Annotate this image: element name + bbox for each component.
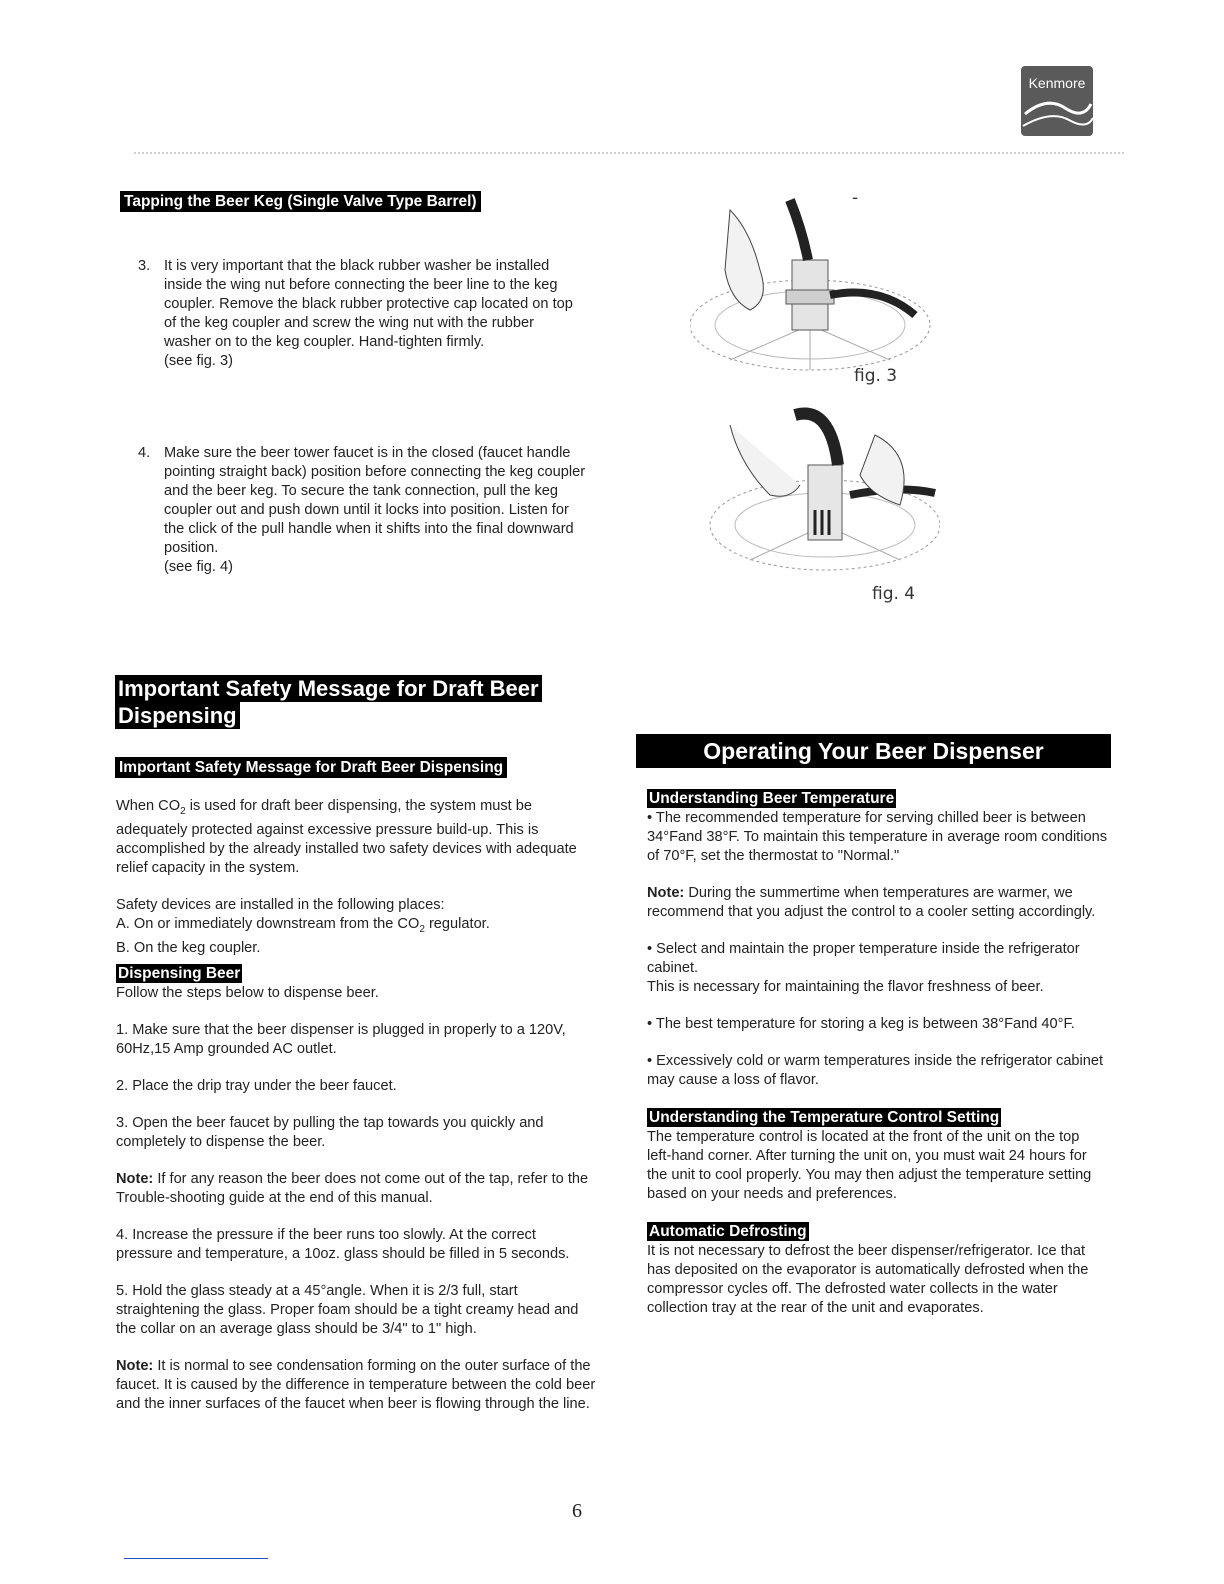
- dispensing-step-3: 3. Open the beer faucet by pulling the tap towards you quickly and completely to dispense the beer.: [116, 1114, 544, 1150]
- kenmore-logo: [1021, 66, 1093, 136]
- safety-item-b: B. On the keg coupler.: [116, 939, 261, 956]
- operating-banner: Operating Your Beer Dispenser: [636, 734, 1111, 768]
- temperature-paragraph-4: • Excessively cold or warm temperatures inside the refrigerator cabinet may cause a loss of flavor.: [647, 1053, 1104, 1088]
- dispensing-heading: Dispensing Beer: [118, 964, 241, 982]
- tapping-step-3: [132, 257, 582, 371]
- step-text: It is very important that the black rubber washer be installed inside the wing nut before connecting the beer line to the keg coupler. Remove the black rubber protective cap located on top of the keg coupler and screw the wing nut with the rubber washer on to the keg coupler. Hand-tighten firmly.: [164, 258, 573, 350]
- temperature-paragraph-2b: This is necessary for maintaining the flavor freshness of beer.: [647, 979, 1044, 995]
- tapping-step-4: [132, 444, 587, 577]
- dispensing-step-1: 1. Make sure that the beer dispenser is plugged in properly to a 120V, 60Hz,15 Amp grounded AC outlet.: [116, 1021, 566, 1057]
- fig4-caption: fig. 4: [872, 584, 916, 604]
- logo-text: Kenmore: [1028, 75, 1086, 91]
- temperature-paragraph-1: • The recommended temperature for serving chilled beer is between 34°Fand 38°F. To maintain this temperature in average room conditions of 70°F, set the thermostat to "Normal.": [647, 810, 1108, 864]
- defrosting-paragraph: It is not necessary to defrost the beer dispenser/refrigerator. Ice that has deposited on the evaporator is automatically defrosted when the compressor cycles off. The defrosted water collects in the water collection tray at the rear of the unit and evaporates.: [647, 1243, 1089, 1316]
- safety-paragraph-1: When $CO_2$ is used for draft beer dispensing, the system must be adequately protected against excessive pressure build-up. This is accomplished by the already installed two safety devices with adequate relief capacity in the system.: [116, 798, 577, 876]
- left-column-body: [116, 797, 596, 1414]
- logo-swoosh-icon: [1021, 92, 1093, 136]
- temperature-heading: Understanding Beer Temperature: [649, 790, 895, 807]
- dispensing-note-2: Note: It is normal to see condensation forming on the outer surface of the faucet. It is caused by the difference in temperature between the cold beer and the inner surfaces of the faucet when beer is flowing through the line.: [116, 1357, 596, 1412]
- dispensing-step-2: 2. Place the drip tray under the beer faucet.: [116, 1077, 397, 1094]
- dispensing-step-4: 4. Increase the pressure if the beer runs too slowly. At the correct pressure and temperature, a 10oz. glass should be filled in 5 seconds.: [116, 1226, 570, 1262]
- fig3-caption: fig. 3: [854, 366, 898, 386]
- page-number: 6: [572, 1500, 582, 1522]
- step-number: 4.: [138, 445, 151, 461]
- safety-item-a: A. On or immediately downstream from the $CO_2$ regulator.: [116, 915, 490, 935]
- step-ref: (see fig. 4): [164, 559, 233, 575]
- footer-link-line: [124, 1558, 268, 1559]
- fig4-illustration: [700, 405, 940, 585]
- defrosting-heading: Automatic Defrosting: [649, 1223, 807, 1240]
- dispensing-step-5: 5. Hold the glass steady at a 45°angle. When it is 2/3 full, start straightening the glass. Proper foam should be a tight creamy head and the collar on an average glass should be 3/4" to 1" high.: [116, 1282, 579, 1337]
- safety-big-heading-line1: Important Safety Message for Draft Beer: [115, 675, 542, 702]
- fig3-illustration: [690, 190, 940, 390]
- stray-dash: -: [852, 188, 859, 208]
- header-divider: [134, 152, 1124, 154]
- dispensing-note-1: Note: If for any reason the beer does not come out of the tap, refer to the Trouble-shooting guide at the end of this manual.: [116, 1170, 589, 1206]
- dispensing-intro: Follow the steps below to dispense beer.: [116, 984, 379, 1001]
- right-column-body: [647, 789, 1107, 1318]
- step-ref: (see fig. 3): [164, 353, 233, 369]
- safety-big-heading: [115, 675, 542, 729]
- control-setting-paragraph: The temperature control is located at the front of the unit on the top left-hand corner. After turning the unit on, you must wait 24 hours for the unit to cool properly. You may then adjust the temperature setting based on your needs and preferences.: [647, 1129, 1092, 1202]
- safety-paragraph-2: Safety devices are installed in the following places:: [116, 896, 445, 913]
- tapping-heading: Tapping the Beer Keg (Single Valve Type Barrel): [120, 191, 481, 212]
- temperature-paragraph-2a: • Select and maintain the proper temperature inside the refrigerator cabinet.: [647, 941, 1080, 976]
- step-text: Make sure the beer tower faucet is in the closed (faucet handle pointing straight back) position before connecting the keg coupler and the beer keg. To secure the tank connection, pull the keg coupler out and push down until it locks into position. Listen for the click of the pull handle when it shifts into the final downward position.: [164, 445, 586, 556]
- temperature-paragraph-3: • The best temperature for storing a keg is between 38°Fand 40°F.: [647, 1016, 1075, 1032]
- safety-big-heading-line2: Dispensing: [115, 702, 240, 729]
- temperature-note: Note: During the summertime when temperatures are warmer, we recommend that you adjust the control to a cooler setting accordingly.: [647, 885, 1096, 920]
- safety-small-heading: Important Safety Message for Draft Beer Dispensing: [115, 757, 507, 778]
- step-number: 3.: [138, 258, 151, 274]
- control-setting-heading: Understanding the Temperature Control Setting: [649, 1109, 1000, 1126]
